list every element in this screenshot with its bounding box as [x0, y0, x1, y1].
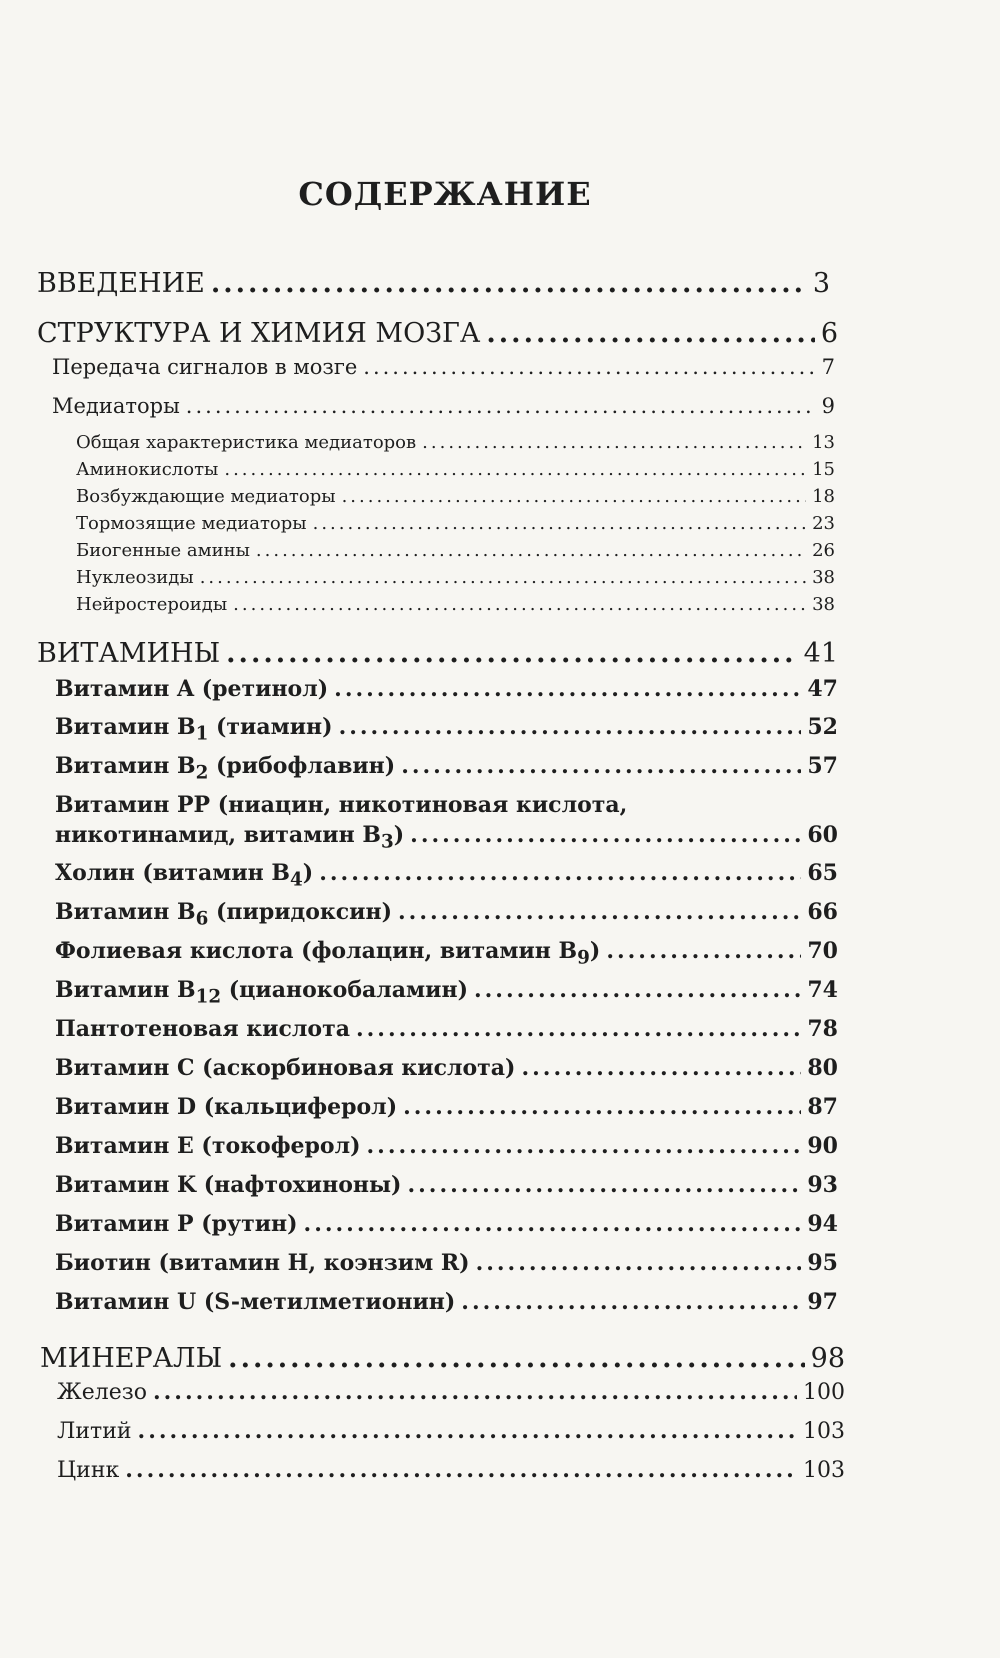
- leader-dots: [367, 1133, 802, 1159]
- leader-dots: [138, 1418, 797, 1444]
- toc-entry-vitamin-e[interactable]: Витамин E (токоферол) ..... 90: [55, 1133, 838, 1159]
- toc-entry-vitamin-b1[interactable]: Витамин $B_1$ (тиамин) ..... 52: [55, 714, 838, 744]
- toc-entry-structure[interactable]: СТРУКТУРА И ХИМИЯ МОЗГА ..... 6: [37, 318, 838, 349]
- toc-entry-nucleo[interactable]: Нуклеозиды ..... 38: [76, 567, 835, 588]
- toc-entry-vitamins[interactable]: ВИТАМИНЫ ..... 41: [37, 638, 838, 669]
- toc-entry-mediators[interactable]: Медиаторы ..... 9: [52, 394, 835, 418]
- leader-dots: [521, 1055, 801, 1081]
- leader-dots: [474, 977, 801, 1003]
- toc-entry-vitamin-pp-line1: Витамин PP (ниацин, никотиновая кислота,: [55, 792, 628, 818]
- leader-dots: [476, 1250, 802, 1276]
- toc-entry-inhib[interactable]: Тормозящие медиаторы ..... 23: [76, 513, 835, 534]
- toc-entry-vitamin-b2[interactable]: Витамин $B_2$ (рибофлавин) ..... 57: [55, 753, 838, 783]
- toc-entry-zinc[interactable]: Цинк ..... 103: [57, 1457, 845, 1483]
- toc-entry-vitamin-b6[interactable]: Витамин $B_6$ (пиридоксин) ..... 66: [55, 899, 838, 929]
- toc-entry-vitamin-c[interactable]: Витамин C (аскорбиновая кислота) ..... 80: [55, 1055, 838, 1081]
- leader-dots: [313, 513, 807, 534]
- toc-entry-vitamin-u[interactable]: Витамин U (S-метилметионин) ..... 97: [55, 1289, 838, 1315]
- leader-dots: [410, 822, 801, 848]
- leader-dots: [224, 459, 806, 480]
- leader-dots: [342, 486, 807, 507]
- leader-dots: [319, 860, 801, 886]
- leader-dots: [256, 540, 806, 561]
- page-title: СОДЕРЖАНИЕ: [298, 175, 592, 213]
- toc-entry-iron[interactable]: Железо ..... 100: [57, 1379, 845, 1405]
- leader-dots: [125, 1457, 797, 1483]
- leader-dots: [200, 567, 806, 588]
- leader-dots: [606, 938, 801, 964]
- toc-entry-vitamin-a[interactable]: Витамин A (ретинол) ..... 47: [55, 676, 838, 702]
- toc-entry-vitamin-b12[interactable]: Витамин $B_{12}$ (цианокобаламин) ..... 74: [55, 977, 838, 1007]
- toc-entry-vitamin-d[interactable]: Витамин D (кальциферол) ..... 87: [55, 1094, 838, 1120]
- toc-entry-biogenic[interactable]: Биогенные амины ..... 26: [76, 540, 835, 561]
- leader-dots: [304, 1211, 802, 1237]
- toc-entry-amino[interactable]: Аминокислоты ..... 15: [76, 459, 835, 480]
- toc-entry-lithium[interactable]: Литий ..... 103: [57, 1418, 845, 1444]
- leader-dots: [211, 268, 807, 299]
- leader-dots: [226, 638, 797, 669]
- toc-entry-pantothenic-acid[interactable]: Пантотеновая кислота ..... 78: [55, 1016, 838, 1042]
- toc-entry-folic-acid[interactable]: Фолиевая кислота (фолацин, витамин $B_9$) ..... 70: [55, 938, 838, 968]
- leader-dots: [363, 355, 815, 379]
- toc-entry-neurost[interactable]: Нейростероиды ..... 38: [76, 594, 835, 615]
- leader-dots: [339, 714, 802, 740]
- leader-dots: [486, 318, 814, 349]
- toc-entry-biotin[interactable]: Биотин (витамин H, коэнзим R) ..... 95: [55, 1250, 838, 1276]
- leader-dots: [228, 1343, 804, 1374]
- leader-dots: [334, 676, 801, 702]
- toc-entry-intro[interactable]: ВВЕДЕНИЕ ..... 3: [37, 268, 830, 299]
- toc-entry-signals[interactable]: Передача сигналов в мозге ..... 7: [52, 355, 835, 379]
- leader-dots: [233, 594, 806, 615]
- toc-entry-cholin[interactable]: Холин (витамин $B_4$) ..... 65: [55, 860, 838, 890]
- leader-dots: [153, 1379, 797, 1405]
- toc-entry-vitamin-pp[interactable]: никотинамид, витамин $B_3$) ..... 60: [55, 822, 838, 852]
- toc-entry-excit[interactable]: Возбуждающие медиаторы ..... 18: [76, 486, 835, 507]
- leader-dots: [422, 432, 806, 453]
- leader-dots: [407, 1172, 801, 1198]
- leader-dots: [356, 1016, 801, 1042]
- leader-dots: [403, 1094, 801, 1120]
- toc-entry-minerals[interactable]: МИНЕРАЛЫ ..... 98: [40, 1343, 845, 1374]
- leader-dots: [398, 899, 801, 925]
- leader-dots: [186, 394, 816, 418]
- leader-dots: [401, 753, 801, 779]
- toc-entry-vitamin-k[interactable]: Витамин K (нафтохиноны) ..... 93: [55, 1172, 838, 1198]
- toc-entry-general[interactable]: Общая характеристика медиаторов ..... 13: [76, 432, 835, 453]
- toc-entry-vitamin-p[interactable]: Витамин P (рутин) ..... 94: [55, 1211, 838, 1237]
- leader-dots: [461, 1289, 801, 1315]
